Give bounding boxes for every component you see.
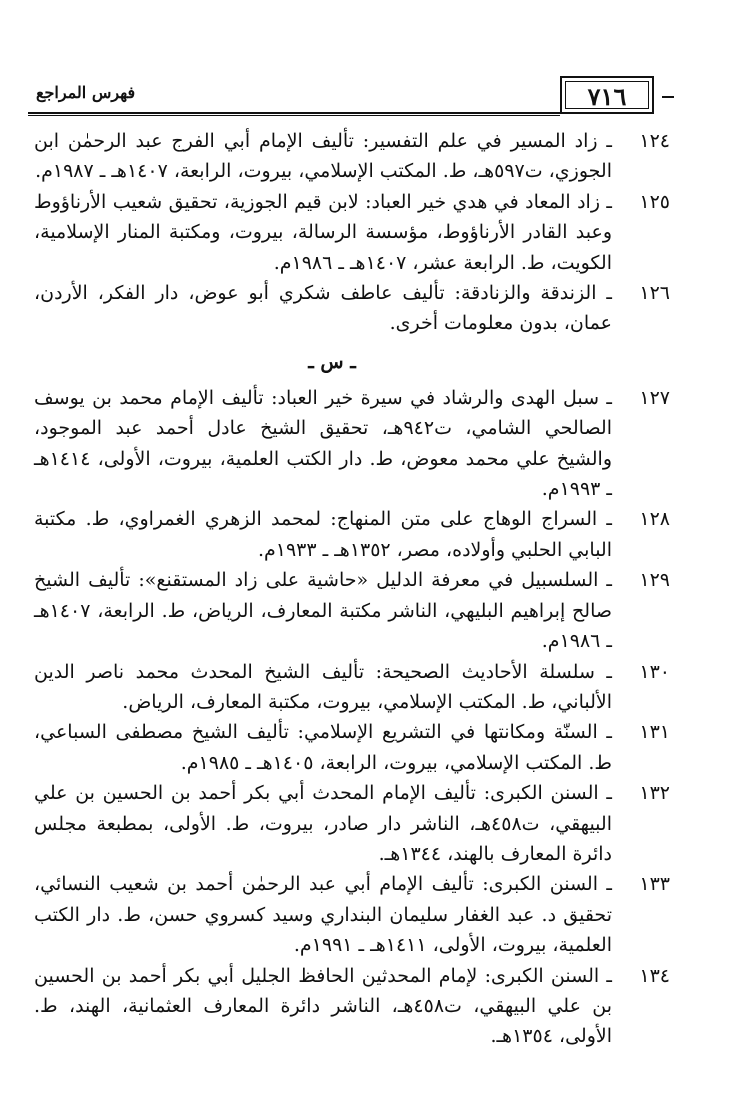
entry-number: ١٢٦ (639, 282, 670, 305)
entry-text: ـ الزندقة والزنادقة: تأليف عاطف شكري أبو عوض، دار الفكر، الأردن، عمان، بدون معلومات أخرى. (34, 282, 612, 335)
page-number-box (560, 76, 654, 114)
entry-text: ـ السنن الكبرى: تأليف الإمام المحدث أبي بكر أحمد بن الحسين بن علي البيهقي، ت٤٥٨هـ، الناشر دار صادر، بيروت، ط. الأولى، بمطبعة مجلس دائرة المعارف بالهند، ١٣٤٤هـ. (34, 782, 612, 865)
entry-number: ١٢٨ (639, 508, 670, 531)
entry-text: ـ السنن الكبرى: تأليف الإمام أبي عبد الرحمٰن أحمد بن شعيب النسائي، تحقيق د. عبد الغفار سليمان البنداري وسيد كسروي حسن، ط. دار الكتب العلمية، بيروت، الأولى، ١٤١١هـ ـ ١٩٩١م. (34, 873, 612, 957)
reference-entry (34, 869, 670, 960)
entry-text: ـ زاد المسير في علم التفسير: تأليف الإمام أبي الفرج عبد الرحمٰن ابن الجوزي، ت٥٩٧هـ، ط. المكتب الإسلامي، بيروت، الرابعة، ١٤٠٧هـ ـ ١٩٨٧م. (34, 130, 612, 183)
reference-entry (34, 278, 670, 339)
references-list (34, 126, 670, 1052)
reference-entry (34, 778, 670, 869)
section-letter-heading: ـ س ـ (308, 350, 356, 373)
entry-number: ١٢٥ (639, 190, 670, 213)
entry-text: ـ السلسبيل في معرفة الدليل «حاشية على زاد المستقنع»: تأليف الشيخ صالح إبراهيم البليهي، الناشر مكتبة المعارف، الرياض، ط. الرابعة، ١٤٠٧هـ ـ ١٩٨٦م. (34, 569, 612, 653)
header-dash (662, 96, 674, 98)
reference-entry (34, 187, 670, 278)
page-number: ٧١٦ (565, 81, 649, 109)
entry-number: ١٣٠ (639, 660, 670, 683)
entry-text: ـ سلسلة الأحاديث الصحيحة: تأليف الشيخ المحدث محمد ناصر الدين الألباني، ط. المكتب الإسلامي، بيروت، مكتبة المعارف، الرياض. (34, 660, 612, 713)
reference-entry (34, 657, 670, 718)
entry-number: ١٣٤ (639, 964, 670, 987)
entry-text: ـ السنّة ومكانتها في التشريع الإسلامي: تأليف الشيخ مصطفى السباعي، ط. المكتب الإسلامي، بيروت، الرابعة، ١٤٠٥هـ ـ ١٩٨٥م. (34, 721, 612, 774)
entry-text: ـ سبل الهدى والرشاد في سيرة خير العباد: تأليف الإمام محمد بن يوسف الصالحي الشامي، ت٩٤٢هـ، تحقيق الشيخ عادل أحمد عبد الموجود، والشيخ علي محمد معوض، ط. دار الكتب العلمية، بيروت، الأولى، ١٤١٤هـ ـ ١٩٩٣م. (34, 386, 612, 501)
entry-text: ـ السراج الوهاج على متن المنهاج: لمحمد الزهري الغمراوي، ط. مكتبة البابي الحلبي وأولاده، مصر، ١٣٥٢هـ ـ ١٩٣٣م. (34, 508, 612, 561)
reference-entry (34, 717, 670, 778)
reference-entry (34, 565, 670, 656)
entry-text: ـ السنن الكبرى: لإمام المحدثين الحافظ الجليل أبي بكر أحمد بن الحسين بن علي البيهقي، ت٤٥٨هـ، الناشر دائرة المعارف العثمانية، الهند، ط. الأولى، ١٣٥٤هـ. (34, 964, 612, 1048)
entry-number: ١٣١ (639, 721, 670, 744)
entry-number: ١٢٩ (639, 569, 670, 592)
reference-entry (34, 961, 670, 1052)
reference-entry (34, 383, 670, 505)
reference-entry (34, 504, 670, 565)
entry-number: ١٢٧ (639, 386, 670, 409)
reference-entry (34, 126, 670, 187)
header-rule (28, 112, 560, 116)
entry-number: ١٣٢ (639, 782, 670, 805)
entry-text: ـ زاد المعاد في هدي خير العباد: لابن قيم الجوزية، تحقيق شعيب الأرناؤوط وعبد القادر الأرناؤوط، مؤسسة الرسالة، بيروت، ومكتبة المنار الإسلامية، الكويت، ط. الرابعة عشر، ١٤٠٧هـ ـ ١٩٨٦م. (34, 190, 612, 274)
entry-number: ١٢٤ (639, 130, 670, 152)
page-header (28, 76, 660, 120)
running-title: فهرس المراجع (36, 83, 136, 102)
entry-number: ١٣٣ (639, 873, 670, 896)
